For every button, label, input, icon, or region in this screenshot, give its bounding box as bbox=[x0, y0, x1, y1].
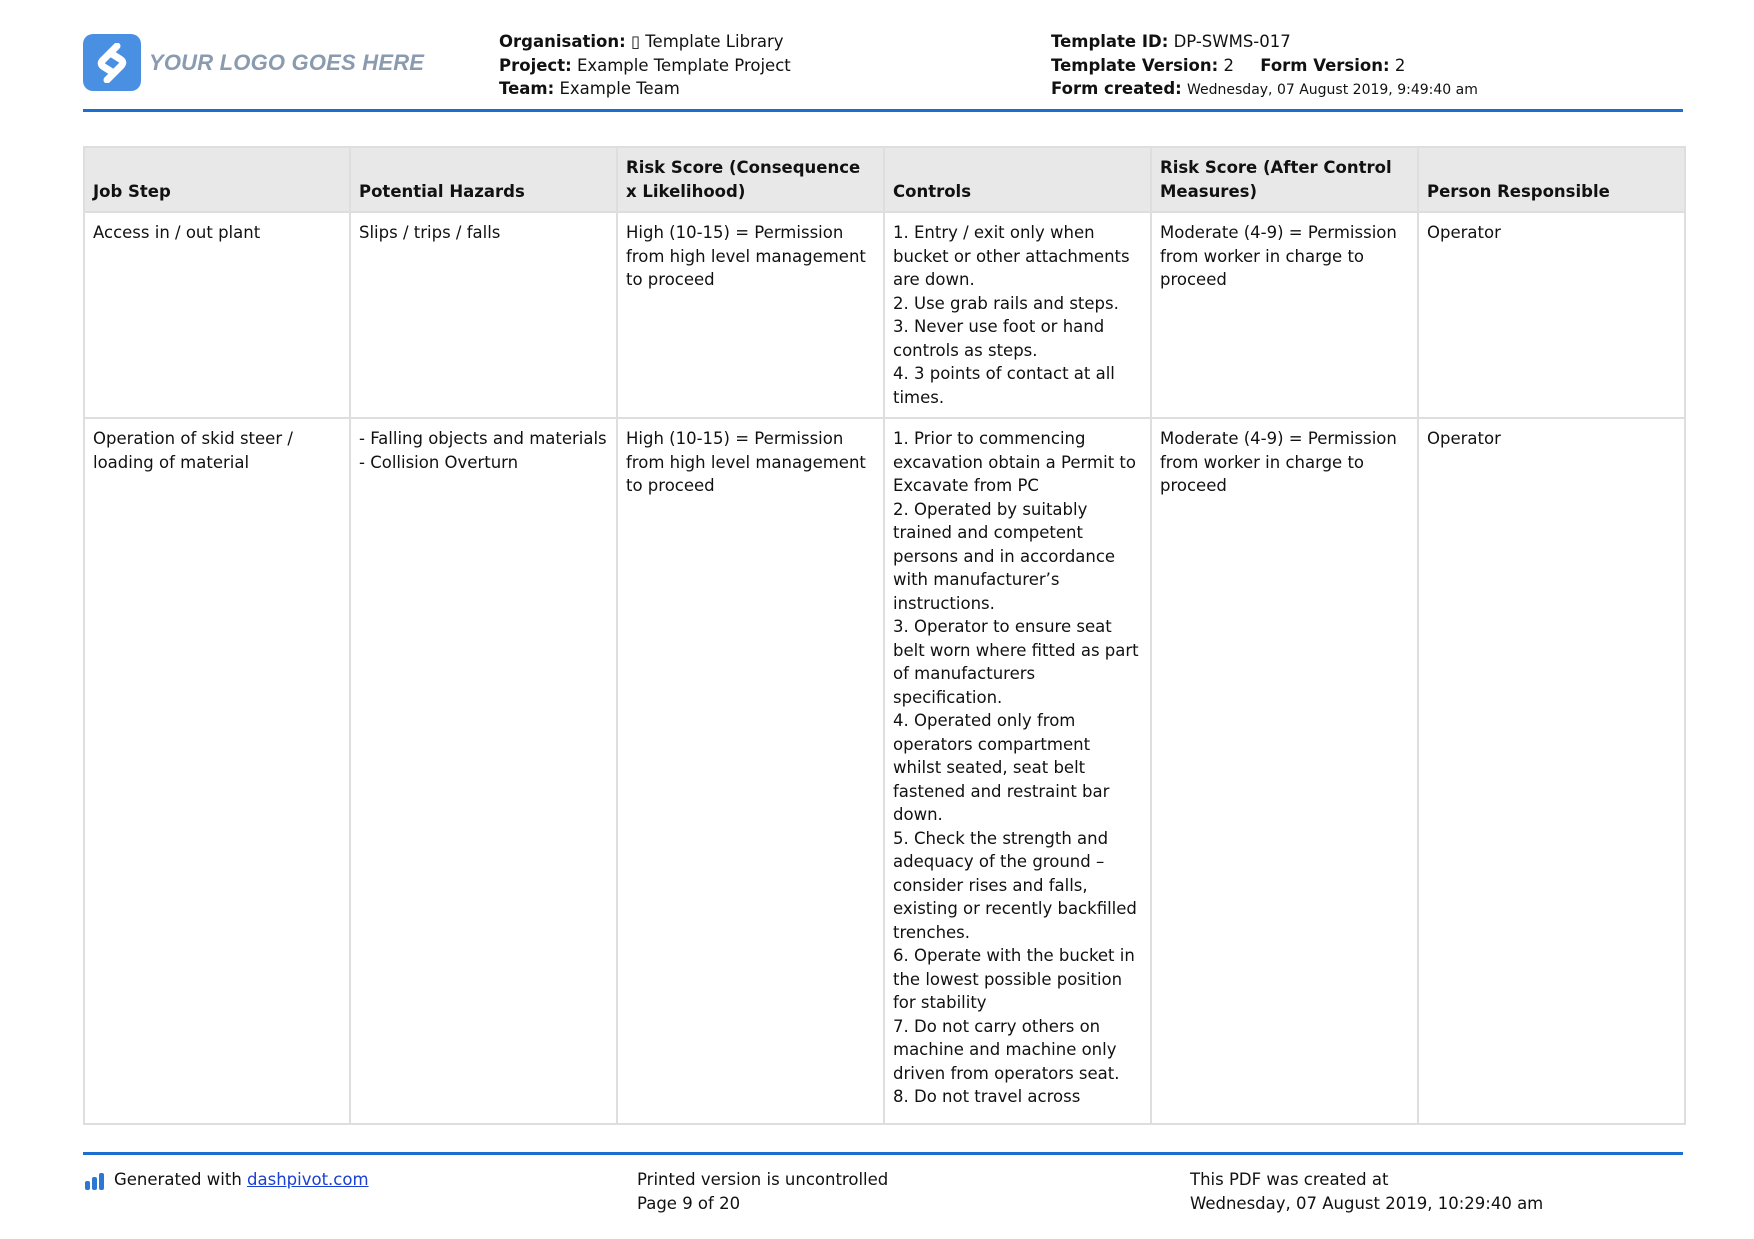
table-header-row bbox=[84, 147, 1685, 212]
page-number: Page 9 of 20 bbox=[637, 1193, 741, 1213]
control-line: 8. Do not travel across bbox=[893, 1087, 1081, 1106]
person-responsible-cell: Operator bbox=[1418, 418, 1685, 1124]
form-created-value: Wednesday, 07 August 2019, 9:49:40 am bbox=[1187, 82, 1478, 98]
hazards-cell bbox=[350, 418, 617, 1124]
control-line: 4. Operated only from operators compartment whilst seated, seat belt fastened and restraint bar down. bbox=[893, 711, 1110, 824]
control-line: 2. Operated by suitably trained and competent persons and in accordance with manufacturer’s instructions. bbox=[893, 499, 1116, 613]
risk-after-cell: Moderate (4-9) = Permission from worker in charge to proceed bbox=[1151, 418, 1418, 1124]
control-line: 4. 3 points of contact at all times. bbox=[893, 364, 1115, 407]
table-row bbox=[84, 212, 1685, 418]
organisation-value: ▯ Template Library bbox=[630, 32, 784, 51]
form-version-value: 2 bbox=[1394, 55, 1406, 75]
team-value: Example Team bbox=[559, 79, 680, 98]
project-meta bbox=[499, 30, 791, 101]
template-version-value: 2 bbox=[1223, 55, 1234, 75]
hazards-cell bbox=[350, 212, 617, 418]
project-value: Example Template Project bbox=[576, 55, 791, 75]
project-label: Project: bbox=[499, 55, 572, 75]
control-line: 2. Use grab rails and steps. bbox=[893, 293, 1119, 313]
column-header-risk-after: Risk Score (After Control Measures) bbox=[1151, 147, 1418, 212]
logo-icon bbox=[83, 34, 141, 91]
template-meta bbox=[1051, 30, 1478, 103]
controls-cell bbox=[884, 418, 1151, 1124]
dashpivot-link[interactable]: dashpivot.com bbox=[247, 1170, 369, 1189]
hazard-line: Slips / trips / falls bbox=[359, 223, 501, 242]
control-line: 7. Do not carry others on machine and machine only driven from operators seat. bbox=[893, 1016, 1120, 1083]
column-header-controls: Controls bbox=[884, 147, 1151, 212]
column-header-person-responsible: Person Responsible bbox=[1418, 147, 1685, 212]
risk-after-cell: Moderate (4-9) = Permission from worker in charge to proceed bbox=[1151, 212, 1418, 418]
template-version-label: Template Version: bbox=[1051, 55, 1219, 75]
control-line: 3. Never use foot or hand controls as steps. bbox=[893, 317, 1105, 360]
footer-generated bbox=[85, 1168, 369, 1192]
hazard-line: - Collision Overturn bbox=[359, 452, 519, 472]
swms-table bbox=[83, 146, 1686, 1125]
organisation-label: Organisation: bbox=[499, 32, 626, 51]
footer-divider bbox=[83, 1152, 1683, 1155]
header-divider bbox=[83, 109, 1683, 112]
uncontrolled-notice: Printed version is uncontrolled bbox=[637, 1170, 889, 1189]
column-header-potential-hazards: Potential Hazards bbox=[350, 147, 617, 212]
job-step-cell: Access in / out plant bbox=[84, 212, 350, 418]
form-version-label: Form Version: bbox=[1260, 55, 1390, 75]
control-line: 1. Prior to commencing excavation obtain a Permit to Excavate from PC bbox=[893, 429, 1136, 495]
pdf-created-label: This PDF was created at bbox=[1190, 1170, 1389, 1189]
control-line: 6. Operate with the bucket in the lowest possible position for stability bbox=[893, 946, 1135, 1012]
template-id-value: DP-SWMS-017 bbox=[1173, 32, 1291, 51]
job-step-cell: Operation of skid steer / loading of material bbox=[84, 418, 350, 1124]
control-line: 3. Operator to ensure seat belt worn where fitted as part of manufacturers specification. bbox=[893, 617, 1139, 707]
team-label: Team: bbox=[499, 79, 555, 98]
dashpivot-icon bbox=[85, 1172, 106, 1190]
column-header-job-step: Job Step bbox=[84, 147, 350, 212]
control-line: 5. Check the strength and adequacy of the ground – consider rises and falls, existing or recently backfilled trenches. bbox=[893, 828, 1137, 942]
footer-created-info bbox=[1190, 1168, 1543, 1215]
control-line: 1. Entry / exit only when bucket or other attachments are down. bbox=[893, 223, 1130, 289]
hazard-line: - Falling objects and materials bbox=[359, 429, 607, 448]
generated-text: Generated with bbox=[114, 1170, 248, 1189]
company-logo bbox=[83, 34, 424, 91]
logo-text: YOUR LOGO GOES HERE bbox=[149, 49, 425, 75]
controls-cell bbox=[884, 212, 1151, 418]
form-created-label: Form created: bbox=[1051, 79, 1182, 98]
risk-score-cell: High (10-15) = Permission from high level management to proceed bbox=[617, 418, 884, 1124]
document-header bbox=[83, 30, 1683, 110]
pdf-created-timestamp: Wednesday, 07 August 2019, 10:29:40 am bbox=[1190, 1193, 1544, 1213]
person-responsible-cell: Operator bbox=[1418, 212, 1685, 418]
table-row bbox=[84, 418, 1685, 1124]
risk-score-cell: High (10-15) = Permission from high level management to proceed bbox=[617, 212, 884, 418]
template-id-label: Template ID: bbox=[1051, 32, 1169, 51]
footer-print-info bbox=[637, 1168, 888, 1215]
column-header-risk-score: Risk Score (Consequence x Likelihood) bbox=[617, 147, 884, 212]
